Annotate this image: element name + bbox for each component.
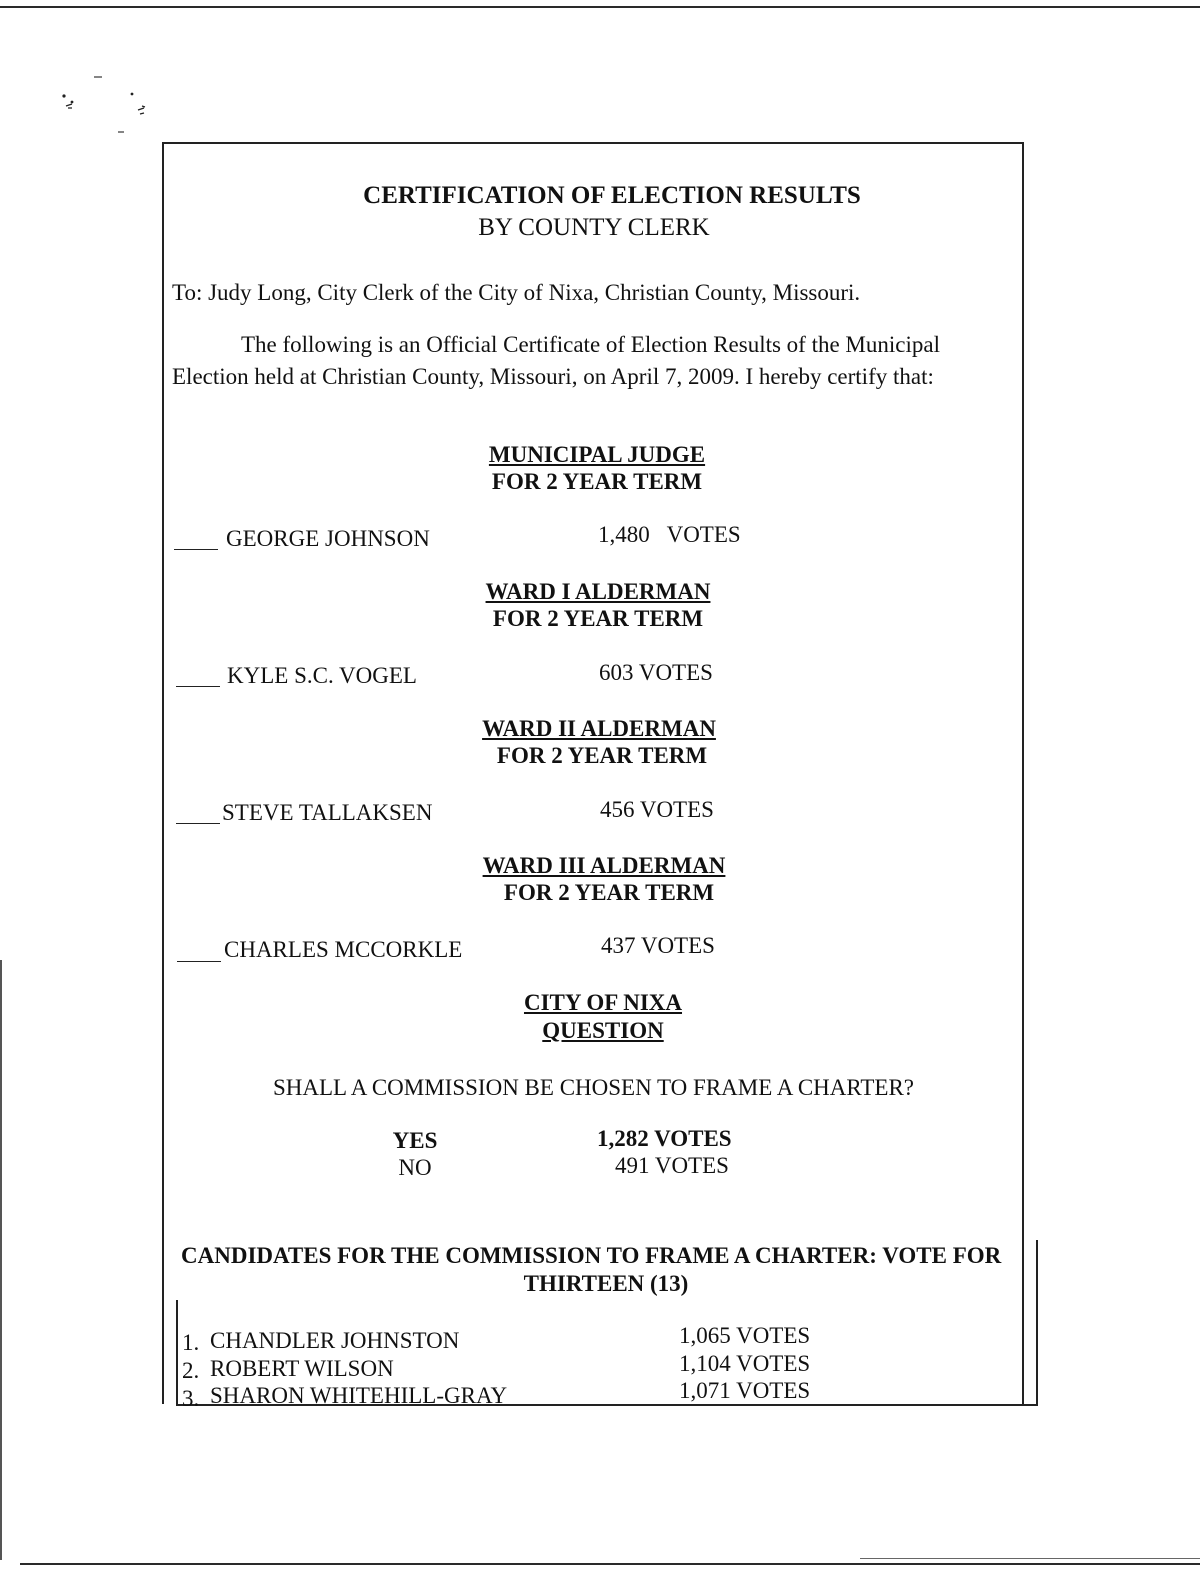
scan-bottom-edge bbox=[20, 1563, 1200, 1565]
candidate-charles-mccorkle: CHARLES MCCORKLE bbox=[224, 937, 463, 962]
mark-blank-george-johnson bbox=[174, 549, 218, 550]
question-heading-label: QUESTION bbox=[542, 1018, 664, 1043]
commission-number-2: 2. bbox=[182, 1358, 200, 1383]
office-heading-ward-3: WARD III ALDERMAN bbox=[482, 853, 726, 878]
commission-number-3: 3. bbox=[182, 1386, 200, 1411]
office-heading-ward-2: WARD II ALDERMAN bbox=[482, 716, 716, 741]
commission-heading-count: THIRTEEN (13) bbox=[523, 1271, 689, 1296]
certificate-frame-left-lower bbox=[176, 1300, 178, 1406]
office-heading-ward-1: WARD I ALDERMAN bbox=[485, 579, 711, 604]
question-text: SHALL A COMMISSION BE CHOSEN TO FRAME A CHARTER? bbox=[273, 1075, 915, 1100]
mark-blank-steve-tallaksen bbox=[176, 823, 220, 824]
office-term-ward-2: FOR 2 YEAR TERM bbox=[496, 743, 708, 768]
scan-top-edge bbox=[0, 6, 1200, 8]
question-no-label: NO bbox=[398, 1155, 432, 1180]
votes-george-johnson: 1,480 VOTES bbox=[598, 522, 741, 547]
commission-candidate-robert-wilson: ROBERT WILSON bbox=[210, 1356, 394, 1381]
intro-line-1: The following is an Official Certificate of Election Results of the Municipal bbox=[241, 332, 940, 357]
commission-votes-robert-wilson: 1,104 VOTES bbox=[679, 1351, 811, 1376]
candidate-steve-tallaksen: STEVE TALLAKSEN bbox=[222, 800, 433, 825]
votes-kyle-vogel: 603 VOTES bbox=[599, 660, 713, 685]
question-heading-city: CITY OF NIXA bbox=[523, 990, 683, 1015]
certificate-frame-right-lower bbox=[1036, 1240, 1038, 1406]
candidate-george-johnson: GEORGE JOHNSON bbox=[226, 526, 430, 551]
office-heading-municipal-judge: MUNICIPAL JUDGE bbox=[488, 442, 706, 467]
question-yes-label: YES bbox=[392, 1128, 438, 1153]
scan-left-edge bbox=[0, 960, 2, 1560]
commission-candidate-sharon-whitehill-gray: SHARON WHITEHILL-GRAY bbox=[210, 1383, 508, 1408]
office-term-municipal-judge: FOR 2 YEAR TERM bbox=[491, 469, 703, 494]
commission-votes-chandler-johnston: 1,065 VOTES bbox=[679, 1323, 811, 1348]
office-term-ward-1: FOR 2 YEAR TERM bbox=[492, 606, 704, 631]
document-subtitle: BY COUNTY CLERK bbox=[478, 214, 710, 241]
intro-line-2: Election held at Christian County, Missouri, on April 7, 2009. I hereby certify that: bbox=[172, 364, 934, 389]
candidate-kyle-vogel: KYLE S.C. VOGEL bbox=[227, 663, 417, 688]
mark-blank-charles-mccorkle bbox=[177, 961, 221, 962]
commission-heading: CANDIDATES FOR THE COMMISSION TO FRAME A CHARTER: VOTE FOR bbox=[181, 1243, 1002, 1268]
scan-specks bbox=[58, 72, 168, 142]
question-no-votes: 491 VOTES bbox=[615, 1153, 729, 1178]
votes-steve-tallaksen: 456 VOTES bbox=[600, 797, 714, 822]
votes-charles-mccorkle: 437 VOTES bbox=[601, 933, 715, 958]
office-term-ward-3: FOR 2 YEAR TERM bbox=[503, 880, 715, 905]
document-title: CERTIFICATION OF ELECTION RESULTS bbox=[363, 182, 861, 209]
commission-votes-sharon-whitehill-gray: 1,071 VOTES bbox=[679, 1378, 811, 1403]
question-yes-votes: 1,282 VOTES bbox=[597, 1126, 732, 1151]
to-line: To: Judy Long, City Clerk of the City of Nixa, Christian County, Missouri. bbox=[172, 280, 861, 305]
scan-bottom-edge-thin bbox=[860, 1558, 1200, 1559]
commission-number-1: 1. bbox=[182, 1330, 200, 1355]
mark-blank-kyle-vogel bbox=[176, 686, 220, 687]
commission-candidate-chandler-johnston: CHANDLER JOHNSTON bbox=[210, 1328, 460, 1353]
